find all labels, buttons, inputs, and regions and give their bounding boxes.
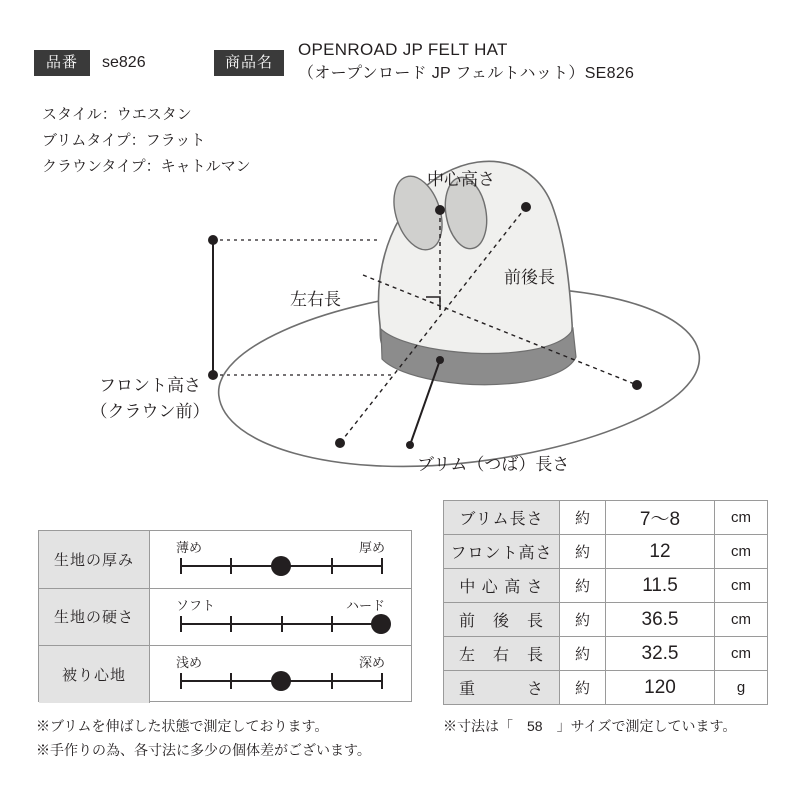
note-brim-stretch: ※ブリムを伸ばした状態で測定しております。 (36, 718, 329, 734)
slider-tick (230, 616, 232, 632)
header (34, 36, 769, 84)
product-name-jp: （オープンロード JP フェルトハット）SE826 (298, 65, 635, 82)
front-back-length-label: 前後長 (504, 268, 555, 287)
front-height-label-main: フロント高さ (99, 376, 201, 395)
slider-track-fit (180, 680, 381, 682)
measure-name: ブリム長さ (444, 501, 560, 535)
brim-length-dot-a (436, 356, 444, 364)
slider-min-label-thickness: 薄め (176, 540, 203, 555)
slider-min-label-fit: 浅め (176, 655, 203, 670)
front-back-dot-b (335, 438, 345, 448)
attribute-sliders-panel (38, 530, 412, 702)
measure-value: 12 (606, 535, 715, 569)
left-right-dot-b (632, 380, 642, 390)
slider-label-stiffness: 生地の硬さ (39, 589, 150, 646)
slider-max-label-stiffness: ハード (345, 597, 385, 613)
slider-max-label-thickness: 厚め (358, 540, 385, 555)
front-height-label (80, 373, 220, 425)
slider-row-fit (39, 646, 411, 703)
measure-approx: 約 (560, 569, 606, 603)
slider-track-thickness (180, 565, 381, 567)
measure-unit: cm (715, 603, 768, 637)
table-row (444, 569, 768, 603)
spec-style: スタイル：ウエスタン (42, 106, 192, 123)
brim-length-label: ブリム（つば）長さ (417, 455, 570, 474)
notes-left (36, 714, 371, 762)
table-row (444, 671, 768, 705)
slider-tick (180, 558, 182, 574)
slider-tick (381, 673, 383, 689)
measure-name: 左 右 長 (444, 637, 560, 671)
front-height-label-sub: （クラウン前） (90, 402, 210, 421)
slider-row-thickness (39, 531, 411, 589)
measure-value: 32.5 (606, 637, 715, 671)
table-row (444, 501, 768, 535)
slider-knob-thickness[interactable] (271, 556, 291, 576)
slider-tick (331, 558, 333, 574)
slider-tick (180, 673, 182, 689)
measure-approx: 約 (560, 671, 606, 705)
measure-value: 7～8 (606, 501, 715, 535)
hat-measurement-diagram (0, 95, 800, 495)
product-name-en: OPENROAD JP FELT HAT (298, 40, 508, 59)
measure-approx: 約 (560, 535, 606, 569)
spec-crown-type: クラウンタイプ：キャトルマン (42, 158, 251, 175)
measure-unit: cm (715, 637, 768, 671)
note-size-measured: ※寸法は「 58 」サイズで測定しています。 (443, 718, 737, 734)
measure-value: 36.5 (606, 603, 715, 637)
measure-name: 重 さ (444, 671, 560, 705)
measure-approx: 約 (560, 501, 606, 535)
table-row (444, 535, 768, 569)
slider-tick (180, 616, 182, 632)
hat-illustration (0, 95, 800, 495)
slider-min-label-stiffness: ソフト (176, 597, 216, 613)
measure-approx: 約 (560, 603, 606, 637)
measure-name: 中 心 高 さ (444, 569, 560, 603)
value-item-number: se826 (102, 54, 146, 71)
slider-tick (230, 558, 232, 574)
center-height-label: 中心高さ (427, 170, 495, 189)
slider-knob-stiffness[interactable] (371, 614, 391, 634)
center-height-top-dot (435, 205, 445, 215)
measurement-table (443, 500, 768, 705)
slider-track-area-fit (150, 646, 411, 703)
slider-knob-fit[interactable] (271, 671, 291, 691)
table-row (444, 603, 768, 637)
slider-tick (331, 616, 333, 632)
slider-tick (381, 558, 383, 574)
label-item-number: 品番 (34, 50, 90, 76)
product-name (298, 38, 634, 86)
slider-tick (281, 616, 283, 632)
measure-unit: cm (715, 501, 768, 535)
measure-name: フロント高さ (444, 535, 560, 569)
table-row (444, 637, 768, 671)
front-back-dot-a (521, 202, 531, 212)
slider-tick (331, 673, 333, 689)
slider-tick (230, 673, 232, 689)
slider-track-stiffness (180, 623, 381, 625)
slider-label-fit: 被り心地 (39, 646, 150, 703)
measure-value: 120 (606, 671, 715, 705)
left-right-length-label: 左右長 (290, 290, 341, 309)
slider-max-label-fit: 深め (358, 655, 385, 670)
spec-brim-type: ブリムタイプ：フラット (42, 132, 206, 149)
slider-label-thickness: 生地の厚み (39, 531, 150, 588)
measure-value: 11.5 (606, 569, 715, 603)
measure-unit: cm (715, 569, 768, 603)
note-handmade: ※手作りの為、各寸法に多少の個体差がございます。 (36, 742, 371, 758)
slider-track-area-thickness (150, 531, 411, 588)
measure-unit: cm (715, 535, 768, 569)
label-product-name: 商品名 (214, 50, 284, 76)
slider-track-area-stiffness (150, 589, 411, 646)
measure-approx: 約 (560, 637, 606, 671)
slider-row-stiffness (39, 589, 411, 647)
notes-right (443, 714, 736, 738)
brim-length-dot-b (406, 441, 414, 449)
measure-name: 前 後 長 (444, 603, 560, 637)
measure-unit: g (715, 671, 768, 705)
